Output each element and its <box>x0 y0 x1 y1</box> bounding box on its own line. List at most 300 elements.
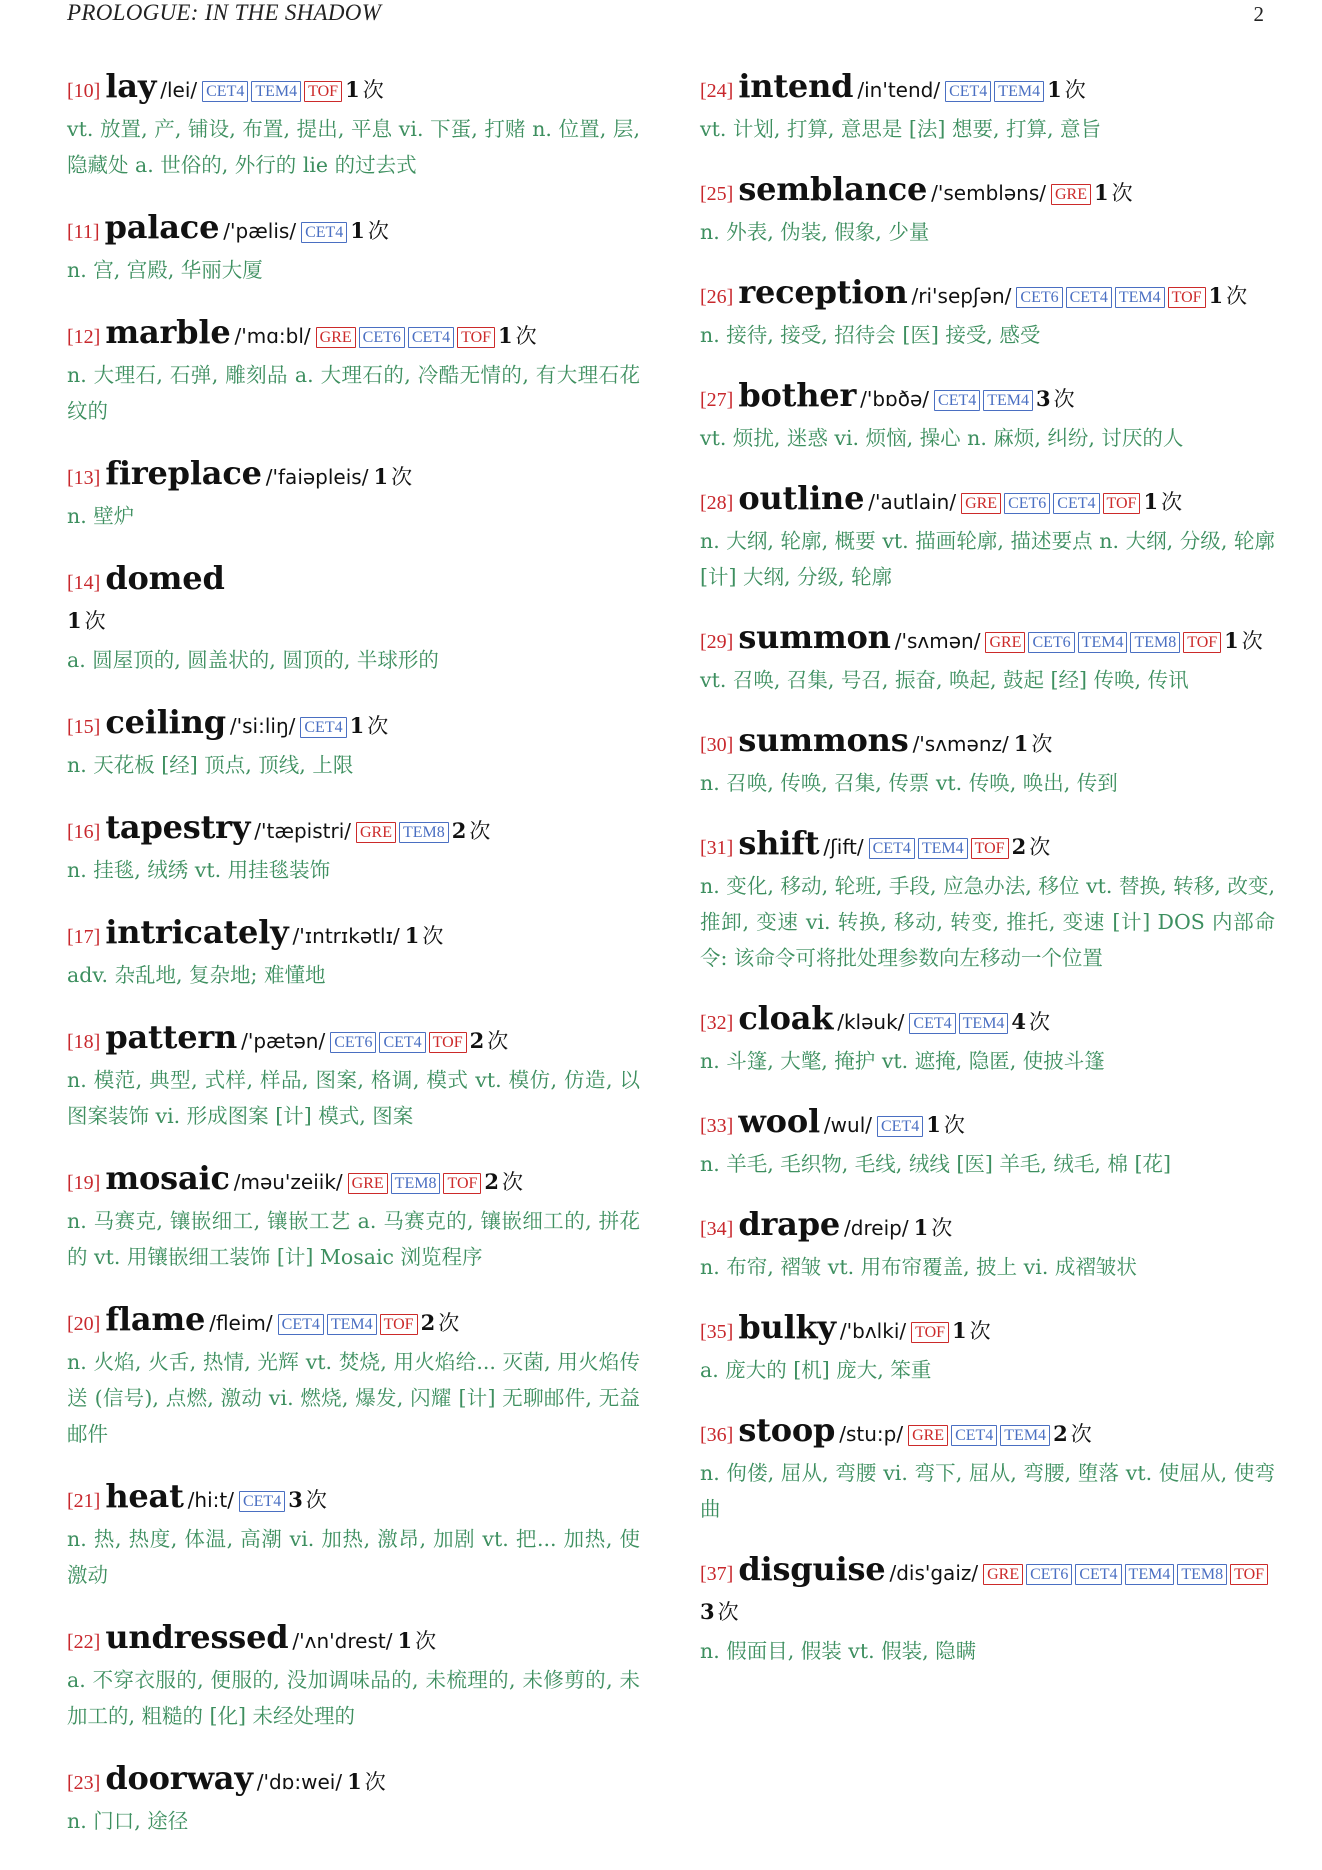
phonetic: /dreip/ <box>844 1216 909 1240</box>
entry-index: [21] <box>67 1490 101 1512</box>
frequency-unit: 次 <box>367 714 389 738</box>
entry-index: [26] <box>700 286 734 308</box>
exam-tag: CET4 <box>877 1116 923 1137</box>
vocab-entry <box>700 1309 1275 1388</box>
entry-index: [31] <box>700 837 734 859</box>
frequency-unit: 次 <box>415 1629 437 1653</box>
frequency-count: 1 <box>913 1215 929 1240</box>
headword: marble <box>105 313 231 351</box>
exam-tag: CET6 <box>1028 632 1074 653</box>
phonetic: /'bɒðə/ <box>860 387 930 411</box>
definition: n. 布帘, 褶皱 vt. 用布帘覆盖, 披上 vi. 成褶皱状 <box>700 1255 1137 1279</box>
phonetic: /hi:t/ <box>187 1488 234 1512</box>
vocab-entry <box>67 1619 640 1734</box>
definition: n. 召唤, 传唤, 召集, 传票 vt. 传唤, 唤出, 传到 <box>700 771 1118 795</box>
frequency-count: 1 <box>345 77 360 102</box>
entry-headline <box>67 809 640 851</box>
exam-tag: TEM4 <box>959 1013 1009 1034</box>
left-column <box>67 68 640 1839</box>
entry-index: [24] <box>700 80 734 102</box>
definition: vt. 召唤, 召集, 号召, 振奋, 唤起, 鼓起 [经] 传唤, 传讯 <box>700 668 1189 692</box>
frequency <box>952 1319 991 1343</box>
definition: n. 火焰, 火舌, 热情, 光辉 vt. 焚烧, 用火焰给... 灭菌, 用火焰传送 (信号), 点燃, 激动 vi. 燃烧, 爆发, 闪耀 [计] 无聊邮件, 无益邮件 <box>67 1350 640 1446</box>
definition: n. 大理石, 石弹, 雕刻品 a. 大理石的, 冷酷无情的, 有大理石花纹的 <box>67 363 640 423</box>
entry-headline <box>67 560 640 641</box>
exam-tag: CET4 <box>278 1314 324 1335</box>
definition: n. 马赛克, 镶嵌细工, 镶嵌工艺 a. 马赛克的, 镶嵌细工的, 拼花的 vt. 用镶嵌细工装饰 [计] Mosaic 浏览程序 <box>67 1209 640 1269</box>
definition: a. 庞大的 [机] 庞大, 笨重 <box>700 1358 932 1382</box>
frequency-count: 1 <box>404 923 420 948</box>
definition: n. 壁炉 <box>67 504 135 528</box>
definition: n. 大纲, 轮廓, 概要 vt. 描画轮廓, 描述要点 n. 大纲, 分级, 轮廓 [计] 大纲, 分级, 轮廓 <box>700 529 1275 589</box>
headword: stoop <box>738 1411 836 1449</box>
entry-headline <box>700 171 1275 213</box>
frequency-unit: 次 <box>469 819 491 843</box>
frequency-unit: 次 <box>1029 835 1051 859</box>
headword: flame <box>105 1300 206 1338</box>
vocab-entry <box>700 377 1275 456</box>
definition: n. 外表, 伪装, 假象, 少量 <box>700 220 930 244</box>
headword: heat <box>105 1477 184 1515</box>
headword: intend <box>738 67 854 105</box>
exam-tag: TEM4 <box>1125 1564 1175 1585</box>
frequency-count: 1 <box>1208 283 1224 308</box>
vocab-entry <box>700 1103 1275 1182</box>
frequency <box>1053 1422 1092 1446</box>
frequency-count: 1 <box>1047 77 1062 102</box>
definition: n. 模范, 典型, 式样, 样品, 图案, 格调, 模式 vt. 模仿, 仿造, 以图案装饰 vi. 形成图案 [计] 模式, 图案 <box>67 1068 640 1128</box>
entry-index: [32] <box>700 1012 734 1034</box>
phonetic: /in'tend/ <box>857 78 941 102</box>
exam-tag: CET4 <box>239 1491 285 1512</box>
frequency-unit: 次 <box>1070 1422 1092 1446</box>
headword: mosaic <box>105 1159 230 1197</box>
exam-tag: CET4 <box>202 81 248 102</box>
frequency-unit: 次 <box>367 219 389 243</box>
vocab-entry <box>67 914 640 993</box>
exam-tag: CET4 <box>300 717 346 738</box>
entry-index: [19] <box>67 1172 101 1194</box>
exam-tag: TOF <box>443 1173 481 1194</box>
vocab-entry <box>700 1412 1275 1527</box>
entry-index: [34] <box>700 1218 734 1240</box>
exam-tag: CET6 <box>330 1032 376 1053</box>
phonetic: /'autlain/ <box>868 490 957 514</box>
vocab-entry <box>67 314 640 429</box>
exam-tag: GRE <box>356 822 396 843</box>
headword: pattern <box>105 1018 238 1056</box>
entry-headline <box>67 314 640 356</box>
exam-tag: CET4 <box>301 222 347 243</box>
frequency-count: 1 <box>350 218 365 243</box>
vocab-entry <box>67 560 640 678</box>
frequency-count: 1 <box>1143 489 1159 514</box>
frequency <box>421 1311 460 1335</box>
exam-tag: GRE <box>961 493 1001 514</box>
frequency-count: 4 <box>1011 1009 1027 1034</box>
exam-tag: GRE <box>983 1564 1023 1585</box>
entry-headline <box>700 1000 1275 1042</box>
phonetic: /'pælis/ <box>223 219 297 243</box>
frequency-unit: 次 <box>1029 1010 1051 1034</box>
entry-index: [37] <box>700 1563 734 1585</box>
frequency-unit: 次 <box>1241 629 1263 653</box>
frequency <box>1014 732 1053 756</box>
frequency-count: 1 <box>1013 731 1029 756</box>
exam-tag: CET4 <box>408 327 454 348</box>
entry-headline <box>67 455 640 497</box>
vocab-entry <box>67 1019 640 1134</box>
frequency-count: 2 <box>451 818 467 843</box>
frequency-unit: 次 <box>305 1488 327 1512</box>
exam-tag: CET4 <box>909 1013 955 1034</box>
exam-tag: TOF <box>457 327 495 348</box>
entry-headline <box>67 1019 640 1061</box>
phonetic: /wul/ <box>823 1113 872 1137</box>
definition: n. 羊毛, 毛织物, 毛线, 绒线 [医] 羊毛, 绒毛, 棉 [花] <box>700 1152 1171 1176</box>
headword: wool <box>738 1102 820 1140</box>
exam-tag: TOF <box>380 1314 418 1335</box>
phonetic: /dis'gaiz/ <box>889 1561 979 1585</box>
vocab-entry <box>700 171 1275 250</box>
frequency-count: 3 <box>700 1599 715 1624</box>
frequency <box>926 1113 965 1137</box>
exam-tag: TEM4 <box>994 81 1044 102</box>
headword: summon <box>738 618 891 656</box>
entry-headline <box>67 1619 640 1661</box>
frequency <box>1036 387 1075 411</box>
phonetic: /ri'sepʃən/ <box>911 284 1012 308</box>
entry-headline <box>700 619 1275 661</box>
exam-tag: CET4 <box>951 1425 997 1446</box>
frequency-count: 1 <box>952 1318 967 1343</box>
exam-tag: TEM4 <box>327 1314 377 1335</box>
phonetic: /lei/ <box>160 78 198 102</box>
headword: disguise <box>738 1550 886 1588</box>
exam-tag: TOF <box>911 1322 949 1343</box>
entry-headline <box>67 704 640 746</box>
frequency-unit: 次 <box>362 78 384 102</box>
definition: n. 接待, 接受, 招待会 [医] 接受, 感受 <box>700 323 1041 347</box>
entry-headline <box>700 1206 1275 1248</box>
headword: drape <box>738 1205 841 1243</box>
entry-index: [35] <box>700 1321 734 1343</box>
vocab-entry <box>700 68 1275 147</box>
exam-tag: CET4 <box>1075 1564 1121 1585</box>
headword: tapestry <box>105 808 251 846</box>
exam-tag: CET4 <box>934 390 980 411</box>
vocab-entry <box>67 209 640 288</box>
frequency <box>350 219 389 243</box>
vocab-entry <box>67 1760 640 1839</box>
headword: undressed <box>105 1618 289 1656</box>
headword: fireplace <box>105 454 262 492</box>
frequency-count: 1 <box>926 1112 941 1137</box>
entry-headline <box>700 480 1275 522</box>
phonetic: /'sʌmənz/ <box>912 732 1009 756</box>
frequency <box>67 609 106 633</box>
phonetic: /ʃift/ <box>823 835 864 859</box>
entry-headline <box>67 914 640 956</box>
phonetic: /fleim/ <box>209 1311 273 1335</box>
entry-headline <box>700 1103 1275 1145</box>
entry-index: [30] <box>700 734 734 756</box>
definition: vt. 放置, 产, 铺设, 布置, 提出, 平息 vi. 下蛋, 打赌 n. 位置, 层, 隐藏处 a. 世俗的, 外行的 lie 的过去式 <box>67 117 640 177</box>
definition: n. 热, 热度, 体温, 高潮 vi. 加热, 激昂, 加剧 vt. 把... 加热, 使激动 <box>67 1527 640 1587</box>
exam-tag: TOF <box>1103 493 1141 514</box>
exam-tag: TEM8 <box>1130 632 1180 653</box>
frequency <box>1012 835 1051 859</box>
frequency <box>1094 181 1133 205</box>
exam-tag: TOF <box>429 1032 467 1053</box>
vocab-entry <box>67 1478 640 1593</box>
frequency <box>347 1770 386 1794</box>
headword: outline <box>738 479 865 517</box>
exam-tag: CET6 <box>1026 1564 1072 1585</box>
frequency-count: 3 <box>1036 386 1051 411</box>
phonetic: /'pætən/ <box>241 1029 326 1053</box>
phonetic: /'bʌlki/ <box>839 1319 907 1343</box>
frequency <box>914 1216 953 1240</box>
exam-tag: TOF <box>1168 287 1206 308</box>
phonetic: /'sembləns/ <box>931 181 1046 205</box>
entry-index: [15] <box>67 716 101 738</box>
frequency-unit: 次 <box>1111 181 1133 205</box>
page-number: 2 <box>1253 2 1264 26</box>
vocab-entry <box>700 619 1275 698</box>
definition: n. 斗篷, 大氅, 掩护 vt. 遮掩, 隐匿, 使披斗篷 <box>700 1049 1105 1073</box>
exam-tag: TEM4 <box>1115 287 1165 308</box>
entry-index: [22] <box>67 1631 101 1653</box>
vocab-entry <box>700 480 1275 595</box>
frequency-count: 2 <box>420 1310 436 1335</box>
entry-index: [13] <box>67 467 101 489</box>
exam-tag: TEM4 <box>983 390 1033 411</box>
exam-tag: TOF <box>1183 632 1221 653</box>
frequency-unit: 次 <box>1161 490 1183 514</box>
entry-index: [18] <box>67 1031 101 1053</box>
entry-headline <box>700 1551 1275 1632</box>
exam-tag: CET6 <box>1004 493 1050 514</box>
entry-headline <box>700 274 1275 316</box>
frequency <box>470 1029 509 1053</box>
headword: domed <box>105 559 225 597</box>
definition: n. 变化, 移动, 轮班, 手段, 应急办法, 移位 vt. 替换, 转移, 改变, 推卸, 变速 vi. 转换, 移动, 转变, 推托, 变速 [计] DOS 内部命令: 该命令可将批处理参数向左移动一个位置 <box>700 874 1275 970</box>
definition: n. 佝偻, 屈从, 弯腰 vi. 弯下, 屈从, 弯腰, 堕落 vt. 使屈从, 使弯曲 <box>700 1461 1275 1521</box>
frequency-unit: 次 <box>969 1319 991 1343</box>
entry-index: [25] <box>700 183 734 205</box>
entry-index: [28] <box>700 492 734 514</box>
frequency <box>498 324 537 348</box>
vocab-entry <box>700 1000 1275 1079</box>
vocab-entry <box>700 825 1275 976</box>
vocab-entry <box>67 1301 640 1452</box>
entry-headline <box>67 1301 640 1343</box>
phonetic: /kləuk/ <box>837 1010 905 1034</box>
frequency <box>1209 284 1248 308</box>
frequency-unit: 次 <box>931 1216 953 1240</box>
frequency <box>405 924 444 948</box>
exam-tag: TEM4 <box>1000 1425 1050 1446</box>
definition: n. 天花板 [经] 顶点, 顶线, 上限 <box>67 753 354 777</box>
frequency <box>484 1170 523 1194</box>
phonetic: /stu:p/ <box>839 1422 904 1446</box>
frequency <box>1047 78 1086 102</box>
frequency-count: 1 <box>498 323 513 348</box>
entry-headline <box>67 1760 640 1802</box>
exam-tag: TEM4 <box>251 81 301 102</box>
frequency-unit: 次 <box>717 1600 739 1624</box>
frequency <box>1011 1010 1050 1034</box>
entry-headline <box>67 68 640 110</box>
entry-headline <box>700 1412 1275 1454</box>
entry-index: [10] <box>67 80 101 102</box>
frequency <box>700 1600 739 1624</box>
phonetic: /'mɑ:bl/ <box>234 324 311 348</box>
exam-tag: GRE <box>908 1425 948 1446</box>
entry-headline <box>67 1160 640 1202</box>
entry-headline <box>67 1478 640 1520</box>
entry-headline <box>700 825 1275 867</box>
frequency-count: 2 <box>1053 1421 1068 1446</box>
frequency-unit: 次 <box>1226 284 1248 308</box>
exam-tag: TEM8 <box>1177 1564 1227 1585</box>
entry-index: [14] <box>67 572 101 594</box>
definition: vt. 计划, 打算, 意思是 [法] 想要, 打算, 意旨 <box>700 117 1102 141</box>
exam-tag: CET6 <box>359 327 405 348</box>
frequency-count: 1 <box>397 1628 413 1653</box>
exam-tag: TEM4 <box>1078 632 1128 653</box>
vocab-entry <box>700 1551 1275 1669</box>
definition: adv. 杂乱地, 复杂地; 难懂地 <box>67 963 326 987</box>
exam-tag: CET4 <box>945 81 991 102</box>
vocab-entry <box>67 809 640 888</box>
headword: bother <box>738 376 857 414</box>
phonetic: /'tæpistri/ <box>254 819 351 843</box>
headword: reception <box>738 273 908 311</box>
frequency <box>345 78 384 102</box>
phonetic: /'si:liŋ/ <box>229 714 296 738</box>
entry-index: [17] <box>67 926 101 948</box>
frequency-count: 2 <box>469 1028 485 1053</box>
frequency <box>397 1629 436 1653</box>
frequency-count: 2 <box>484 1169 500 1194</box>
entry-index: [12] <box>67 326 101 348</box>
frequency-count: 1 <box>347 1769 362 1794</box>
vocab-entry <box>700 1206 1275 1285</box>
definition: n. 门口, 途径 <box>67 1809 189 1833</box>
frequency-unit: 次 <box>422 924 444 948</box>
headword: summons <box>738 721 909 759</box>
headword: intricately <box>105 913 289 951</box>
exam-tag: CET4 <box>1066 287 1112 308</box>
exam-tag: CET6 <box>1016 287 1062 308</box>
definition: n. 宫, 宫殿, 华丽大厦 <box>67 258 263 282</box>
frequency-unit: 次 <box>438 1311 460 1335</box>
phonetic: /'ɪntrɪkətlɪ/ <box>292 924 400 948</box>
entry-index: [20] <box>67 1313 101 1335</box>
exam-tag: GRE <box>985 632 1025 653</box>
frequency-unit: 次 <box>1031 732 1053 756</box>
headword: palace <box>104 208 220 246</box>
entry-headline <box>700 722 1275 764</box>
phonetic: /'faiəpleis/ <box>265 465 369 489</box>
vocab-entry <box>67 455 640 534</box>
exam-tag: CET4 <box>1053 493 1099 514</box>
exam-tag: GRE <box>1051 184 1091 205</box>
frequency-unit: 次 <box>502 1170 524 1194</box>
entry-index: [16] <box>67 821 101 843</box>
entry-index: [27] <box>700 389 734 411</box>
exam-tag: TEM8 <box>391 1173 441 1194</box>
frequency-unit: 次 <box>84 609 106 633</box>
phonetic: /məu'zeiik/ <box>233 1170 343 1194</box>
exam-tag: TOF <box>304 81 342 102</box>
vocab-entry <box>67 68 640 183</box>
entry-index: [11] <box>67 221 100 243</box>
exam-tag: TEM4 <box>918 838 968 859</box>
frequency <box>350 714 389 738</box>
definition: n. 假面目, 假装 vt. 假装, 隐瞒 <box>700 1639 977 1663</box>
running-head: PROLOGUE: IN THE SHADOW <box>67 0 382 25</box>
exam-tag: GRE <box>316 327 356 348</box>
frequency-unit: 次 <box>943 1113 965 1137</box>
frequency-unit: 次 <box>1064 78 1086 102</box>
frequency <box>452 819 491 843</box>
phonetic: /'ʌn'drest/ <box>292 1629 393 1653</box>
frequency <box>373 465 412 489</box>
frequency-count: 1 <box>67 608 82 633</box>
vocab-entry <box>67 1160 640 1275</box>
headword: semblance <box>738 170 928 208</box>
entry-headline <box>700 68 1275 110</box>
frequency <box>288 1488 327 1512</box>
frequency-unit: 次 <box>487 1029 509 1053</box>
frequency-count: 1 <box>373 464 389 489</box>
entry-index: [33] <box>700 1115 734 1137</box>
headword: lay <box>105 67 157 105</box>
headword: bulky <box>738 1308 836 1346</box>
frequency-unit: 次 <box>391 465 413 489</box>
phonetic: /'sʌmən/ <box>894 629 981 653</box>
vocab-entry <box>700 722 1275 801</box>
frequency <box>1224 629 1263 653</box>
frequency-count: 1 <box>349 713 365 738</box>
exam-tag: TOF <box>1230 1564 1268 1585</box>
entry-headline <box>700 1309 1275 1351</box>
phonetic: /'dɒ:wei/ <box>256 1770 343 1794</box>
frequency-unit: 次 <box>364 1770 386 1794</box>
exam-tag: CET4 <box>869 838 915 859</box>
frequency-unit: 次 <box>515 324 537 348</box>
headword: cloak <box>738 999 834 1037</box>
headword: ceiling <box>105 703 226 741</box>
frequency-count: 2 <box>1011 834 1027 859</box>
entry-index: [23] <box>67 1772 101 1794</box>
frequency <box>1143 490 1182 514</box>
exam-tag: GRE <box>348 1173 388 1194</box>
vocab-entry <box>67 704 640 783</box>
entry-headline <box>700 377 1275 419</box>
exam-tag: TOF <box>971 838 1009 859</box>
definition: n. 挂毯, 绒绣 vt. 用挂毯装饰 <box>67 858 331 882</box>
frequency-count: 3 <box>288 1487 303 1512</box>
right-column <box>700 68 1275 1669</box>
exam-tag: TEM8 <box>399 822 449 843</box>
entry-headline <box>67 209 640 251</box>
vocab-entry <box>700 274 1275 353</box>
frequency-count: 1 <box>1224 628 1239 653</box>
